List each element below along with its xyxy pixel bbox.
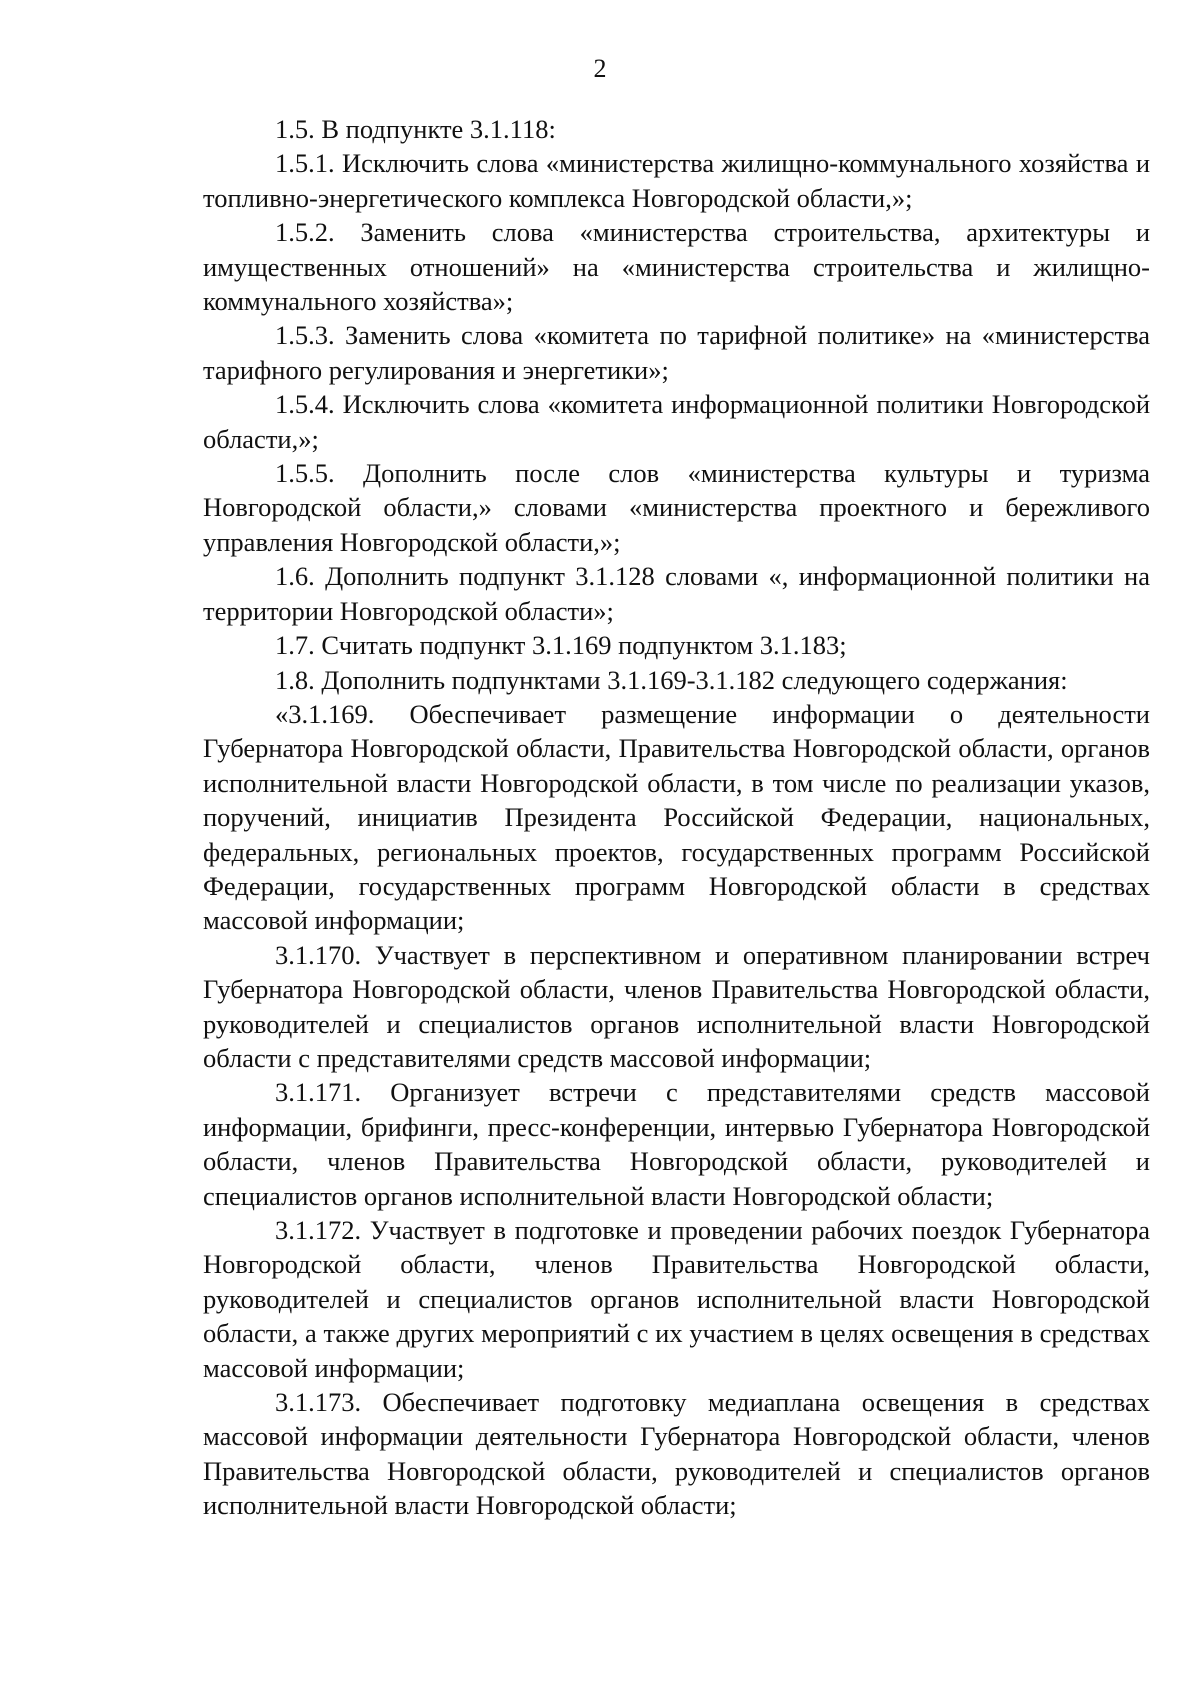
paragraph-1-5-2: 1.5.2. Заменить слова «министерства строительства, архитектуры и имущественных отношений» на «министерства строительства и жилищно-коммунального хозяйства»; — [203, 217, 1150, 317]
paragraph-1-8: 1.8. Дополнить подпунктами 3.1.169-3.1.182 следующего содержания: — [275, 664, 1068, 695]
paragraph-1-5: 1.5. В подпункте 3.1.118: — [275, 114, 556, 144]
paragraph-1-5-4: 1.5.4. Исключить слова «комитета информационной политики Новгородской области,»; — [203, 389, 1150, 454]
paragraph-3-1-172: 3.1.172. Участвует в подготовке и проведении рабочих поездок Губернатора Новгородской области, членов Правительства Новгородской области, руководителей и специалистов органов исполнительной власти Новгородской области, а также других мероприятий с их участием в целях освещения в средствах массовой информации; — [203, 1215, 1150, 1383]
paragraph-1-5-1: 1.5.1. Исключить слова «министерства жилищно-коммунального хозяйства и топливно-энергетического комплекса Новгородской области,»; — [203, 148, 1150, 213]
document-body — [203, 112, 1150, 1523]
paragraph-3-1-170: 3.1.170. Участвует в перспективном и оперативном планировании встреч Губернатора Новгородской области, членов Правительства Новгородской области, руководителей и специалистов органов исполнительной власти Новгородской области с представителями средств массовой информации; — [203, 939, 1150, 1073]
paragraph-3-1-173: 3.1.173. Обеспечивает подготовку медиаплана освещения в средствах массовой информации деятельности Губернатора Новгородской области, членов Правительства Новгородской области, руководителей и специалистов органов исполнительной власти Новгородской области; — [203, 1387, 1150, 1521]
paragraph-1-5-5: 1.5.5. Дополнить после слов «министерства культуры и туризма Новгородской области,» словами «министерства проектного и бережливого управления Новгородской области,»; — [203, 458, 1150, 557]
paragraph-3-1-171: 3.1.171. Организует встречи с представителями средств массовой информации, брифинги, пресс-конференции, интервью Губернатора Новгородской области, членов Правительства Новгородской области, руководителей и специалистов органов исполнительной власти Новгородской области; — [203, 1077, 1150, 1211]
paragraph-1-5-3: 1.5.3. Заменить слова «комитета по тарифной политике» на «министерства тарифного регулирования и энергетики»; — [203, 320, 1150, 385]
paragraph-1-7: 1.7. Считать подпункт 3.1.169 подпунктом 3.1.183; — [275, 630, 847, 661]
page-number: 2 — [593, 54, 607, 83]
paragraph-3-1-169: «3.1.169. Обеспечивает размещение информации о деятельности Губернатора Новгородской области, Правительства Новгородской области, органов исполнительной власти Новгородской области, в том числе по реализации указов, поручений, инициатив Президента Российской Федерации, национальных, федеральных, региональных проектов, государственных программ Российской Федерации, государственных программ Новгородской области в средствах массовой информации; — [203, 698, 1150, 936]
paragraph-1-6: 1.6. Дополнить подпункт 3.1.128 словами «, информационной политики на территории Новгородской области»; — [203, 561, 1150, 626]
